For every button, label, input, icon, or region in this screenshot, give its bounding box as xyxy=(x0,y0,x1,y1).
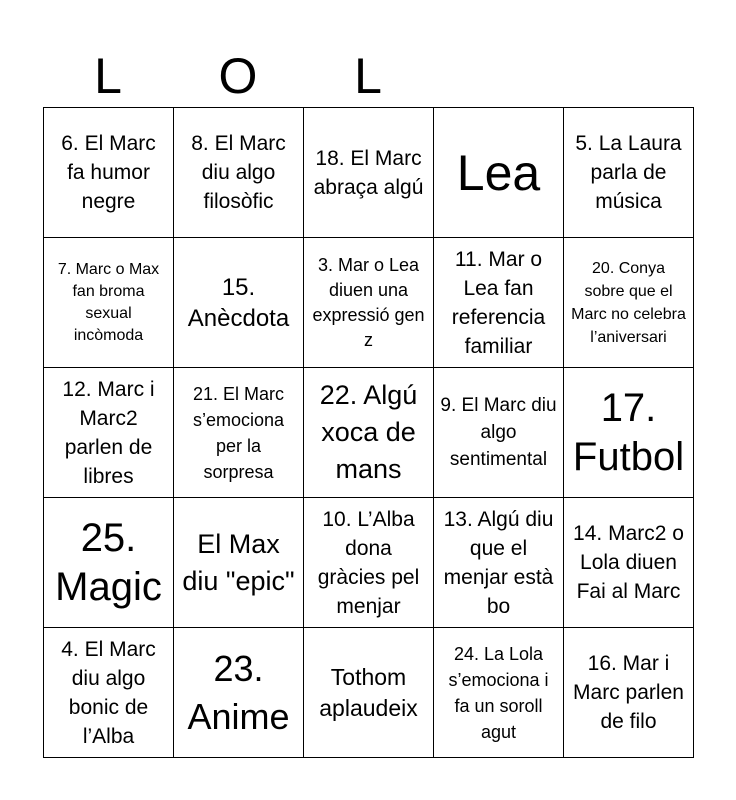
cell-label: Lea xyxy=(456,144,541,201)
cell-label: 22. Algú xoca de mans xyxy=(319,380,418,484)
board-row xyxy=(44,368,694,498)
bingo-cell[interactable] xyxy=(564,498,694,628)
bingo-cell[interactable] xyxy=(174,238,304,368)
cell-label: 9. El Marc diu algo sentimental xyxy=(440,395,557,470)
bingo-cell[interactable] xyxy=(434,628,564,758)
bingo-cell[interactable] xyxy=(304,238,434,368)
cell-label: 20. Conya sobre que el Marc no celebra l’aniversari xyxy=(571,259,686,346)
bingo-cell[interactable] xyxy=(564,108,694,238)
board-row xyxy=(44,498,694,628)
bingo-cell[interactable] xyxy=(174,108,304,238)
cell-label: 4. El Marc diu algo bonic de l’Alba xyxy=(61,637,156,748)
cell-label: 8. El Marc diu algo filosòfic xyxy=(191,132,286,213)
header-letter-2: O xyxy=(218,48,258,104)
cell-label: 15. Anècdota xyxy=(187,273,290,332)
header-letter-1: L xyxy=(94,48,122,104)
cell-label: 16. Mar i Marc parlen de filo xyxy=(573,652,684,733)
bingo-cell[interactable] xyxy=(434,368,564,498)
bingo-header xyxy=(43,48,693,104)
bingo-cell[interactable] xyxy=(174,368,304,498)
cell-label: 3. Mar o Lea diuen una expressió gen z xyxy=(312,254,425,350)
bingo-cell[interactable] xyxy=(434,108,564,238)
cell-label: 23. Anime xyxy=(187,647,290,737)
bingo-cell[interactable] xyxy=(44,238,174,368)
header-letter-3: L xyxy=(354,48,382,104)
board-row xyxy=(44,628,694,758)
cell-label: 6. El Marc fa humor negre xyxy=(61,132,156,213)
cell-label: 10. L’Alba dona gràcies pel menjar xyxy=(317,507,420,618)
cell-label: 13. Algú diu que el menjar està bo xyxy=(443,507,554,618)
board-row xyxy=(44,238,694,368)
bingo-board xyxy=(43,107,694,758)
bingo-cell[interactable] xyxy=(174,498,304,628)
bingo-cell[interactable] xyxy=(564,368,694,498)
cell-label: 17. Futbol xyxy=(572,385,685,479)
cell-label: 14. Marc2 o Lola diuen Fai al Marc xyxy=(573,522,684,603)
cell-label: 12. Marc i Marc2 parlen de libres xyxy=(62,377,155,488)
cell-label: 25. Magic xyxy=(55,515,162,609)
board-row xyxy=(44,108,694,238)
cell-label: 21. El Marc s’emociona per la sorpresa xyxy=(192,383,285,482)
cell-label: 5. La Laura parla de música xyxy=(575,132,682,213)
bingo-cell[interactable] xyxy=(434,238,564,368)
bingo-cell[interactable] xyxy=(304,368,434,498)
bingo-cell[interactable] xyxy=(44,628,174,758)
bingo-cell[interactable] xyxy=(304,628,434,758)
bingo-cell[interactable] xyxy=(304,498,434,628)
bingo-cell[interactable] xyxy=(44,498,174,628)
bingo-cell[interactable] xyxy=(434,498,564,628)
cell-label: 7. Marc o Max fan broma sexual incòmoda xyxy=(57,260,160,344)
bingo-cell[interactable] xyxy=(564,238,694,368)
bingo-cell[interactable] xyxy=(44,368,174,498)
bingo-cell[interactable] xyxy=(304,108,434,238)
bingo-cell[interactable] xyxy=(564,628,694,758)
cell-label: 24. La Lola s’emociona i fa un soroll agut xyxy=(448,643,549,742)
cell-label: 11. Mar o Lea fan referencia familiar xyxy=(451,247,546,358)
cell-label: El Max diu "epic" xyxy=(182,528,295,596)
cell-label: Tothom aplaudeix xyxy=(319,663,418,721)
bingo-cell[interactable] xyxy=(174,628,304,758)
bingo-cell[interactable] xyxy=(44,108,174,238)
cell-label: 18. El Marc abraça algú xyxy=(313,146,424,199)
